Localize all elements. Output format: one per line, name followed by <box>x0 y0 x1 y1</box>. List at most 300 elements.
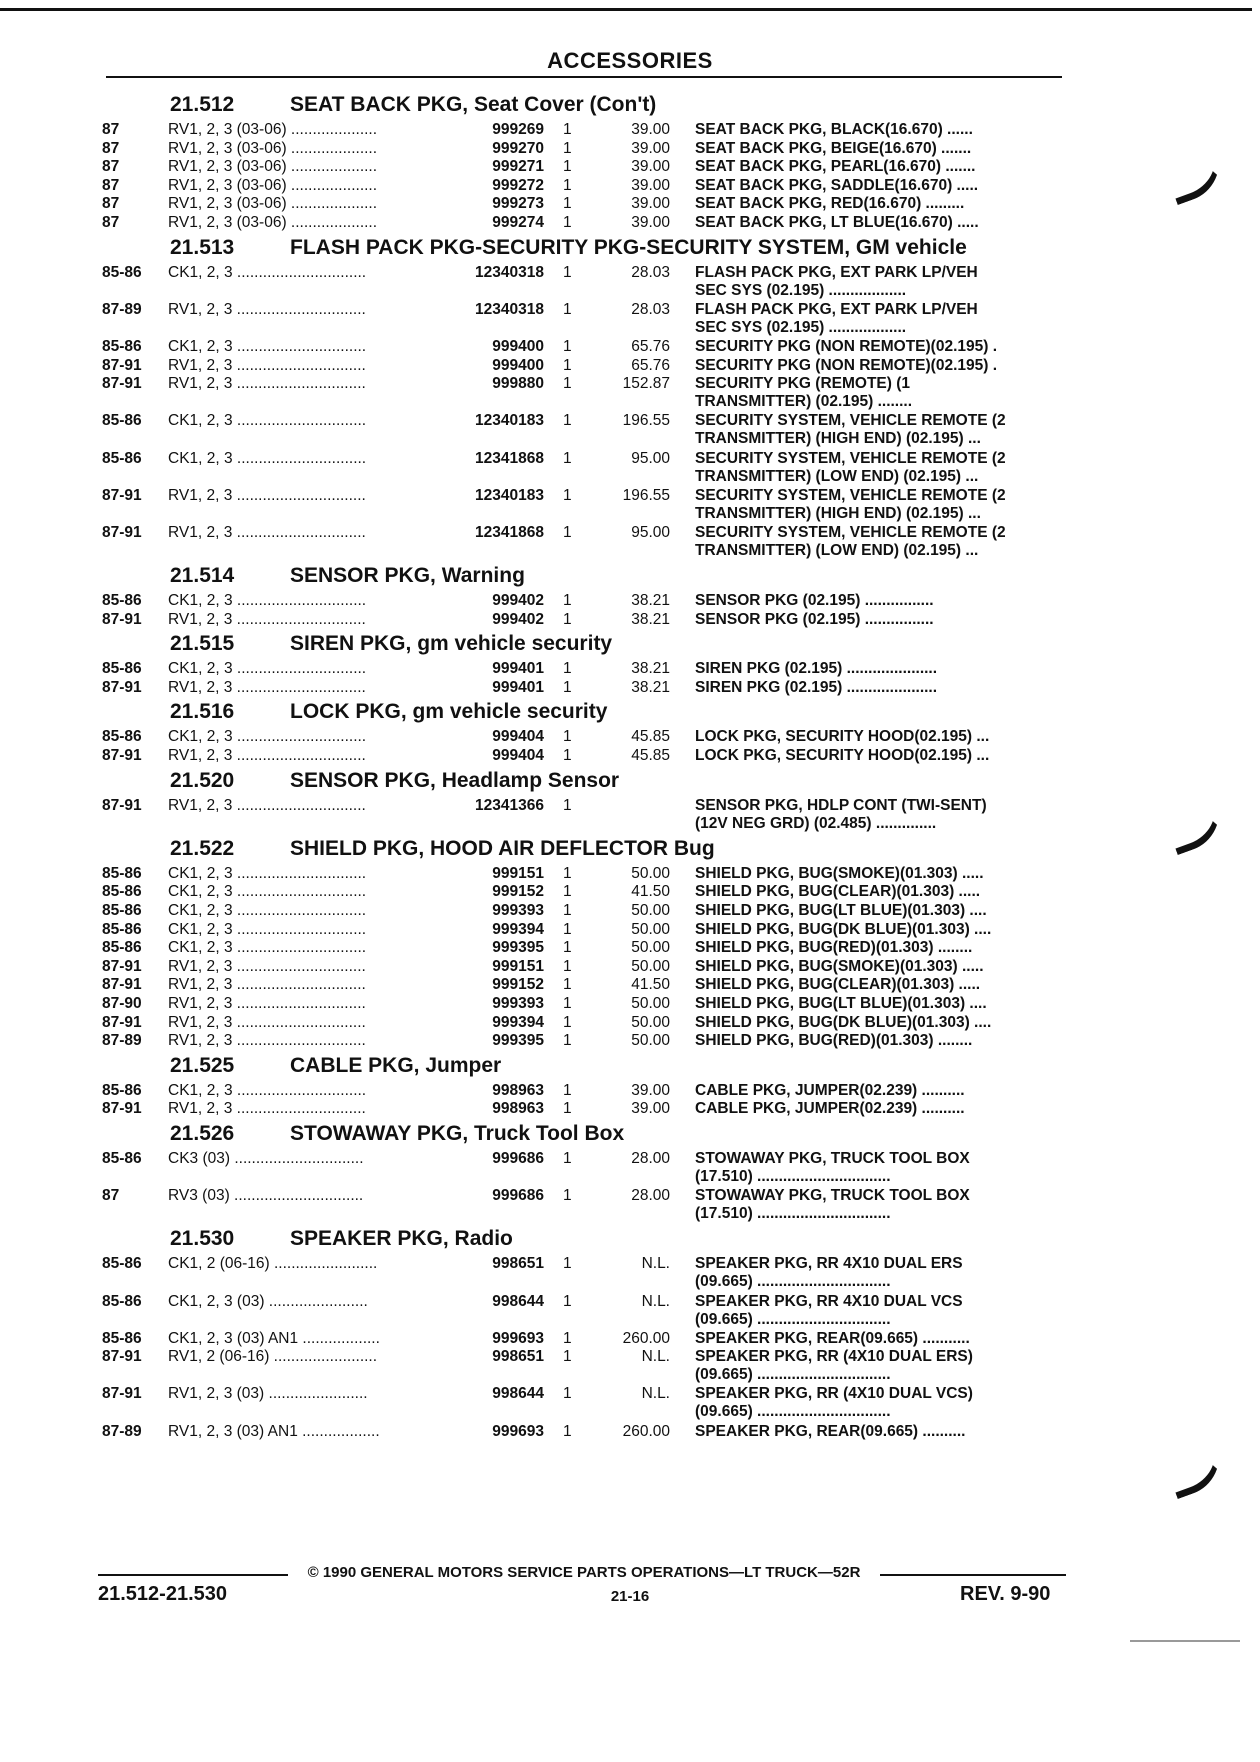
model-codes: CK1, 2, 3 .............................. <box>168 592 367 610</box>
part-description <box>695 487 1160 523</box>
part-number: 999152 <box>492 883 544 901</box>
part-number: 999400 <box>492 356 544 374</box>
quantity: 1 <box>563 920 572 938</box>
part-description <box>695 865 1160 883</box>
price: 39.00 <box>631 1100 670 1118</box>
part-description-line: SECURITY SYSTEM, VEHICLE REMOTE (2 <box>695 412 1006 430</box>
section-number: 21.525 <box>170 1053 235 1077</box>
model-codes: RV1, 2, 3 (03) AN1 .................. <box>168 1422 380 1440</box>
part-row <box>100 939 1070 958</box>
model-years: 87 <box>102 139 120 157</box>
part-row <box>100 1293 1070 1330</box>
section-number: 21.516 <box>170 700 235 724</box>
part-description-line: SHIELD PKG, BUG(CLEAR)(01.303) ..... <box>695 976 981 994</box>
section-title: STOWAWAY PKG, Truck Tool Box <box>290 1121 625 1145</box>
price: 28.03 <box>631 263 670 281</box>
part-description <box>695 1385 1160 1421</box>
scan-mark <box>1130 1640 1240 1642</box>
model-years: 87-91 <box>102 356 142 374</box>
part-number: 12340183 <box>475 412 544 430</box>
price: 39.00 <box>631 176 670 194</box>
part-row <box>100 976 1070 995</box>
quantity: 1 <box>563 449 572 467</box>
model-years: 87-91 <box>102 976 142 994</box>
part-description <box>695 958 1160 976</box>
part-description-line: SPEAKER PKG, RR (4X10 DUAL ERS) <box>695 1348 973 1366</box>
price: 50.00 <box>631 957 670 975</box>
price: 50.00 <box>631 902 670 919</box>
model-codes: RV1, 2, 3 .............................. <box>168 523 366 541</box>
part-row <box>100 958 1070 977</box>
part-description-line: (09.665) ............................... <box>695 1366 891 1384</box>
part-description <box>695 747 1160 765</box>
part-description <box>695 995 1160 1013</box>
price: N.L. <box>641 1255 670 1273</box>
model-years: 87 <box>102 195 120 213</box>
model-years: 87 <box>102 176 120 194</box>
model-years: 85-86 <box>102 449 142 467</box>
part-description-line: SEAT BACK PKG, LT BLUE(16.670) ..... <box>695 213 979 231</box>
part-row <box>100 797 1070 834</box>
part-row <box>100 883 1070 902</box>
price: 260.00 <box>622 1422 670 1440</box>
model-codes: CK1, 2, 3 .............................. <box>168 902 367 919</box>
part-description-line: TRANSMITTER) (LOW END) (02.195) ... <box>695 541 979 559</box>
part-number: 12341868 <box>475 523 544 541</box>
quantity: 1 <box>563 1292 572 1310</box>
part-number: 999401 <box>492 660 544 678</box>
part-number: 998644 <box>492 1292 544 1310</box>
model-codes: RV1, 2, 3 (03) ....................... <box>168 1385 368 1403</box>
part-number: 999404 <box>492 747 544 765</box>
section-title: SIREN PKG, gm vehicle security <box>290 632 613 656</box>
model-years: 85-86 <box>102 592 142 610</box>
part-number: 999686 <box>492 1187 544 1205</box>
part-description-line: SHIELD PKG, BUG(RED)(01.303) ........ <box>695 939 973 957</box>
part-description-line: CABLE PKG, JUMPER(02.239) .......... <box>695 1081 965 1099</box>
part-description-line: SHIELD PKG, BUG(LT BLUE)(01.303) .... <box>695 902 987 919</box>
quantity: 1 <box>563 660 572 678</box>
part-description <box>695 1032 1160 1050</box>
part-description <box>695 660 1160 678</box>
price: 45.85 <box>631 747 670 765</box>
model-years: 87 <box>102 121 120 138</box>
price: 65.76 <box>631 337 670 355</box>
part-row <box>100 375 1070 412</box>
part-row <box>100 660 1070 679</box>
quantity: 1 <box>563 796 572 814</box>
part-row <box>100 177 1070 196</box>
quantity: 1 <box>563 213 572 231</box>
part-number: 999151 <box>492 957 544 975</box>
part-description <box>695 140 1160 158</box>
model-codes: CK1, 2, 3 (03) ....................... <box>168 1292 368 1310</box>
part-description-line: SPEAKER PKG, RR 4X10 DUAL VCS <box>695 1292 963 1310</box>
part-row <box>100 195 1070 214</box>
quantity: 1 <box>563 1013 572 1031</box>
quantity: 1 <box>563 1255 572 1273</box>
price: 38.21 <box>631 592 670 610</box>
section-number: 21.526 <box>170 1121 235 1145</box>
part-number: 12340318 <box>475 263 544 281</box>
section-header <box>100 90 1070 121</box>
section-title: CABLE PKG, Jumper <box>290 1053 502 1077</box>
part-number: 999693 <box>492 1329 544 1347</box>
footer-page-number: 21-16 <box>610 1588 650 1605</box>
model-codes: RV1, 2, 3 .............................. <box>168 375 366 393</box>
model-codes: CK1, 2, 3 .............................. <box>168 337 367 355</box>
model-codes: RV1, 2, 3 .............................. <box>168 994 366 1012</box>
part-row <box>100 728 1070 747</box>
price: 50.00 <box>631 920 670 938</box>
part-row <box>100 301 1070 338</box>
model-codes: RV1, 2, 3 .............................. <box>168 356 366 374</box>
model-years: 87-91 <box>102 747 142 765</box>
part-description-line: SECURITY SYSTEM, VEHICLE REMOTE (2 <box>695 523 1006 541</box>
quantity: 1 <box>563 610 572 628</box>
model-years: 87-90 <box>102 994 142 1012</box>
part-description <box>695 1293 1160 1329</box>
part-number: 999270 <box>492 139 544 157</box>
part-description-line: SHIELD PKG, BUG(DK BLUE)(01.303) .... <box>695 920 992 938</box>
part-number: 999393 <box>492 902 544 919</box>
part-description-line: SIREN PKG (02.195) ..................... <box>695 660 938 678</box>
part-row <box>100 747 1070 766</box>
section-header <box>100 697 1070 728</box>
part-description-line: (09.665) ............................... <box>695 1273 891 1291</box>
quantity: 1 <box>563 592 572 610</box>
price: N.L. <box>641 1348 670 1366</box>
model-codes: CK3 (03) .............................. <box>168 1149 364 1167</box>
part-row <box>100 412 1070 449</box>
price: 39.00 <box>631 1081 670 1099</box>
section-number: 21.522 <box>170 836 235 860</box>
part-row <box>100 1255 1070 1292</box>
model-years: 87 <box>102 213 120 231</box>
part-description-line: SECURITY PKG (NON REMOTE)(02.195) . <box>695 356 998 374</box>
model-codes: RV1, 2, 3 .............................. <box>168 796 366 814</box>
part-number: 999273 <box>492 195 544 213</box>
part-row <box>100 338 1070 357</box>
price: 196.55 <box>622 412 670 430</box>
part-description <box>695 976 1160 994</box>
part-row <box>100 1082 1070 1101</box>
price: 39.00 <box>631 195 670 213</box>
part-description <box>695 412 1160 448</box>
part-description <box>695 1100 1160 1118</box>
model-codes: RV1, 2, 3 (03-06) .................... <box>168 176 378 194</box>
part-row <box>100 1014 1070 1033</box>
price: 39.00 <box>631 158 670 176</box>
section-header <box>100 629 1070 660</box>
quantity: 1 <box>563 139 572 157</box>
quantity: 1 <box>563 1385 572 1403</box>
part-number: 12340318 <box>475 300 544 318</box>
part-description <box>695 921 1160 939</box>
part-description <box>695 1255 1160 1291</box>
part-row <box>100 611 1070 630</box>
section-header <box>100 561 1070 592</box>
model-years: 85-86 <box>102 1255 142 1273</box>
model-years: 87-91 <box>102 678 142 696</box>
part-number: 999151 <box>492 864 544 882</box>
part-description-line: LOCK PKG, SECURITY HOOD(02.195) ... <box>695 747 990 765</box>
price: 28.00 <box>631 1149 670 1167</box>
footer-rule-left <box>98 1574 288 1576</box>
model-years: 85-86 <box>102 660 142 678</box>
model-codes: RV1, 2, 3 .............................. <box>168 1013 366 1031</box>
part-description <box>695 357 1160 375</box>
section-header <box>100 1224 1070 1255</box>
part-row <box>100 450 1070 487</box>
part-row <box>100 524 1070 561</box>
part-description-line: (09.665) ............................... <box>695 1310 891 1328</box>
quantity: 1 <box>563 1149 572 1167</box>
price: 50.00 <box>631 1013 670 1031</box>
part-description-line: SHIELD PKG, BUG(SMOKE)(01.303) ..... <box>695 957 984 975</box>
price: 152.87 <box>622 375 670 393</box>
part-description <box>695 158 1160 176</box>
model-years: 85-86 <box>102 883 142 901</box>
model-codes: CK1, 2, 3 .............................. <box>168 660 367 678</box>
part-description-line: SHIELD PKG, BUG(LT BLUE)(01.303) .... <box>695 994 987 1012</box>
part-description-line: SEC SYS (02.195) .................. <box>695 318 907 336</box>
model-codes: RV1, 2, 3 .............................. <box>168 747 366 765</box>
price: N.L. <box>641 1292 670 1310</box>
model-years: 85-86 <box>102 337 142 355</box>
part-description-line: SENSOR PKG, HDLP CONT (TWI-SENT) <box>695 796 987 814</box>
model-codes: CK1, 2 (06-16) ........................ <box>168 1255 378 1273</box>
model-years: 87-89 <box>102 1032 142 1050</box>
part-number: 999394 <box>492 920 544 938</box>
model-years: 85-86 <box>102 902 142 919</box>
model-years: 85-86 <box>102 1292 142 1310</box>
part-description <box>695 1014 1160 1032</box>
quantity: 1 <box>563 902 572 919</box>
price: 95.00 <box>631 523 670 541</box>
section-header <box>100 233 1070 264</box>
section-number: 21.512 <box>170 93 235 116</box>
part-description-line: SENSOR PKG (02.195) ................ <box>695 592 934 610</box>
price: 95.00 <box>631 449 670 467</box>
model-years: 85-86 <box>102 864 142 882</box>
quantity: 1 <box>563 523 572 541</box>
part-description <box>695 797 1160 833</box>
model-codes: CK1, 2, 3 .............................. <box>168 263 367 281</box>
part-number: 999271 <box>492 158 544 176</box>
part-description-line: SEAT BACK PKG, BEIGE(16.670) ....... <box>695 139 972 157</box>
quantity: 1 <box>563 412 572 430</box>
part-description <box>695 902 1160 920</box>
model-codes: RV1, 2, 3 .............................. <box>168 957 366 975</box>
part-description-line: CABLE PKG, JUMPER(02.239) .......... <box>695 1100 965 1118</box>
part-row <box>100 158 1070 177</box>
model-codes: RV1, 2, 3 (03-06) .................... <box>168 195 378 213</box>
part-row <box>100 679 1070 698</box>
model-codes: CK1, 2, 3 .............................. <box>168 449 367 467</box>
part-description <box>695 195 1160 213</box>
model-codes: RV1, 2, 3 .............................. <box>168 300 366 318</box>
quantity: 1 <box>563 121 572 138</box>
model-codes: RV1, 2, 3 (03-06) .................... <box>168 213 378 231</box>
part-description-line: (09.665) ............................... <box>695 1403 891 1421</box>
part-number: 999402 <box>492 610 544 628</box>
quantity: 1 <box>563 728 572 746</box>
part-description <box>695 301 1160 337</box>
footer-rule-right <box>880 1574 1066 1576</box>
quantity: 1 <box>563 1422 572 1440</box>
quantity: 1 <box>563 1100 572 1118</box>
part-number: 999686 <box>492 1149 544 1167</box>
section-number: 21.530 <box>170 1227 235 1251</box>
model-codes: CK1, 2, 3 .............................. <box>168 883 367 901</box>
model-years: 85-86 <box>102 263 142 281</box>
price: 50.00 <box>631 1032 670 1050</box>
part-number: 999404 <box>492 728 544 746</box>
part-description-line: FLASH PACK PKG, EXT PARK LP/VEH <box>695 263 978 281</box>
footer-section-range: 21.512-21.530 <box>98 1583 228 1605</box>
part-description-line: SECURITY SYSTEM, VEHICLE REMOTE (2 <box>695 449 1006 467</box>
part-row <box>100 214 1070 233</box>
quantity: 1 <box>563 939 572 957</box>
model-years: 87 <box>102 1187 120 1205</box>
price: 65.76 <box>631 356 670 374</box>
part-description-line: SPEAKER PKG, REAR(09.665) .......... <box>695 1422 966 1440</box>
part-row <box>100 592 1070 611</box>
part-description-line: SEAT BACK PKG, BLACK(16.670) ...... <box>695 121 973 138</box>
model-years: 85-86 <box>102 1081 142 1099</box>
quantity: 1 <box>563 994 572 1012</box>
part-description <box>695 1423 1160 1441</box>
part-number: 999274 <box>492 213 544 231</box>
parts-catalog <box>100 90 1070 1441</box>
section-number: 21.513 <box>170 235 235 259</box>
model-codes: RV1, 2, 3 .............................. <box>168 610 366 628</box>
part-description <box>695 338 1160 356</box>
model-years: 87-91 <box>102 796 142 814</box>
part-row <box>100 995 1070 1014</box>
model-years: 85-86 <box>102 939 142 957</box>
part-description-line: SEAT BACK PKG, RED(16.670) ......... <box>695 195 965 213</box>
model-years: 87-91 <box>102 1013 142 1031</box>
part-number: 999395 <box>492 1032 544 1050</box>
section-title: SHIELD PKG, HOOD AIR DEFLECTOR Bug <box>290 836 715 860</box>
model-codes: CK1, 2, 3 .............................. <box>168 412 367 430</box>
part-number: 998644 <box>492 1385 544 1403</box>
model-codes: RV1, 2, 3 (03-06) .................... <box>168 121 378 138</box>
part-row <box>100 1348 1070 1385</box>
part-description <box>695 1150 1160 1186</box>
model-years: 85-86 <box>102 1329 142 1347</box>
section-header <box>100 1119 1070 1150</box>
section-header <box>100 1051 1070 1082</box>
price: 50.00 <box>631 864 670 882</box>
part-description-line: SECURITY PKG (NON REMOTE)(02.195) . <box>695 337 998 355</box>
quantity: 1 <box>563 356 572 374</box>
part-number: 999401 <box>492 678 544 696</box>
part-description-line: SHIELD PKG, BUG(RED)(01.303) ........ <box>695 1032 973 1050</box>
model-codes: RV1, 2, 3 .............................. <box>168 1032 366 1050</box>
part-description-line: SHIELD PKG, BUG(DK BLUE)(01.303) .... <box>695 1013 992 1031</box>
part-row <box>100 1100 1070 1119</box>
binder-hole-mark <box>1162 792 1231 855</box>
part-description <box>695 1330 1160 1348</box>
footer-revision: REV. 9-90 <box>960 1583 1051 1605</box>
part-description <box>695 1348 1160 1384</box>
model-codes: CK1, 2, 3 (03) AN1 .................. <box>168 1329 380 1347</box>
part-description-line: LOCK PKG, SECURITY HOOD(02.195) ... <box>695 728 990 746</box>
binder-hole-mark <box>1162 142 1231 205</box>
model-codes: RV1, 2, 3 .............................. <box>168 486 366 504</box>
section-title: LOCK PKG, gm vehicle security <box>290 700 608 724</box>
part-number: 12340183 <box>475 486 544 504</box>
model-codes: RV3 (03) .............................. <box>168 1187 364 1205</box>
part-description-line: SECURITY PKG (REMOTE) (1 <box>695 375 911 393</box>
part-description-line: SECURITY SYSTEM, VEHICLE REMOTE (2 <box>695 486 1006 504</box>
quantity: 1 <box>563 1081 572 1099</box>
model-years: 85-86 <box>102 1149 142 1167</box>
model-codes: RV1, 2, 3 .............................. <box>168 1100 366 1118</box>
part-number: 999393 <box>492 994 544 1012</box>
part-description-line: TRANSMITTER) (LOW END) (02.195) ... <box>695 467 979 485</box>
model-codes: RV1, 2, 3 (03-06) .................... <box>168 158 378 176</box>
price: 39.00 <box>631 139 670 157</box>
model-years: 85-86 <box>102 920 142 938</box>
part-description-line: SPEAKER PKG, REAR(09.665) ........... <box>695 1329 970 1347</box>
header-rule <box>106 76 1062 78</box>
part-description-line: SEAT BACK PKG, PEARL(16.670) ....... <box>695 158 976 176</box>
part-description <box>695 214 1160 232</box>
part-row <box>100 487 1070 524</box>
part-description <box>695 1187 1160 1223</box>
price: 28.00 <box>631 1187 670 1205</box>
part-number: 12341366 <box>475 796 544 814</box>
part-description-line: SIREN PKG (02.195) ..................... <box>695 678 938 696</box>
section-header <box>100 834 1070 865</box>
part-description <box>695 450 1160 486</box>
quantity: 1 <box>563 1329 572 1347</box>
model-codes: CK1, 2, 3 .............................. <box>168 920 367 938</box>
section-title: SENSOR PKG, Warning <box>290 564 525 588</box>
quantity: 1 <box>563 300 572 318</box>
footer-copyright: © 1990 GENERAL MOTORS SERVICE PARTS OPERATIONS—LT TRUCK—52R <box>307 1564 861 1581</box>
part-description-line: SPEAKER PKG, RR 4X10 DUAL ERS <box>695 1255 963 1273</box>
part-row <box>100 865 1070 884</box>
model-years: 87-91 <box>102 957 142 975</box>
quantity: 1 <box>563 263 572 281</box>
part-row <box>100 140 1070 159</box>
part-description <box>695 1082 1160 1100</box>
part-description-line: SEAT BACK PKG, SADDLE(16.670) ..... <box>695 176 979 194</box>
model-years: 87-91 <box>102 523 142 541</box>
part-row <box>100 921 1070 940</box>
model-years: 87-91 <box>102 1348 142 1366</box>
model-years: 87-91 <box>102 1385 142 1403</box>
price: 38.21 <box>631 610 670 628</box>
part-number: 12341868 <box>475 449 544 467</box>
part-description-line: STOWAWAY PKG, TRUCK TOOL BOX <box>695 1187 970 1205</box>
model-years: 87-91 <box>102 486 142 504</box>
price: N.L. <box>641 1385 670 1403</box>
part-description-line: (17.510) ............................... <box>695 1167 891 1185</box>
part-description <box>695 679 1160 697</box>
section-number: 21.514 <box>170 564 235 588</box>
quantity: 1 <box>563 976 572 994</box>
model-codes: CK1, 2, 3 .............................. <box>168 939 367 957</box>
model-codes: RV1, 2, 3 .............................. <box>168 678 366 696</box>
part-description-line: (17.510) ............................... <box>695 1205 891 1223</box>
quantity: 1 <box>563 883 572 901</box>
